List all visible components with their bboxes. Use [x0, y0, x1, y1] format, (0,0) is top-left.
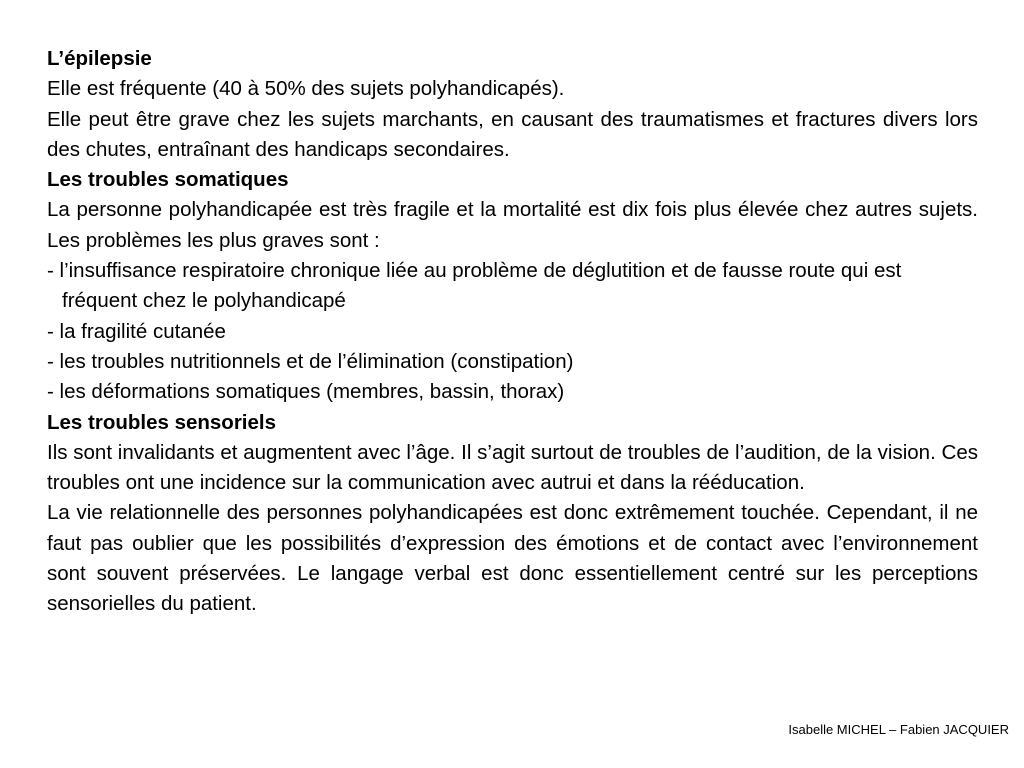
somatic-bullet-nutrition: - les troubles nutritionnels et de l’élimination (constipation) — [47, 349, 574, 373]
slide-content — [47, 44, 978, 620]
somatic-bullet-deformations: - les déformations somatiques (membres, bassin, thorax) — [47, 380, 565, 404]
sensory-paragraph-invalidating: Ils sont invalidants et augmentent avec l’âge. Il s’agit surtout de troubles de l’audition, de la vision. Ces troubles ont une incidence sur la communication avec autrui et dans la rééducation. — [47, 440, 978, 495]
heading-sensory-troubles: Les troubles sensoriels — [47, 410, 277, 434]
somatic-bullet-respiratory: - l’insuffisance respiratoire chronique liée au problème de déglutition et de fausse route qui est fréquent chez le polyhandicapé — [47, 259, 902, 313]
footer-authors: Isabelle MICHEL – Fabien JACQUIER — [788, 722, 1009, 737]
epilepsy-paragraph-frequency: Elle est fréquente (40 à 50% des sujets polyhandicapés). — [47, 77, 565, 101]
epilepsy-paragraph-severity: Elle peut être grave chez les sujets marchants, en causant des traumatismes et fractures divers lors des chutes, entraînant des handicaps secondaires. — [47, 107, 978, 161]
somatic-bullet-skin: - la fragilité cutanée — [47, 319, 226, 343]
sensory-paragraph-relational: La vie relationnelle des personnes polyhandicapées est donc extrêmement touchée. Cependant, il ne faut pas oublier que les possibilités d’expression des émotions et de contact avec l’environnement sont souvent préservées. Le langage verbal est donc essentiellement centré sur les perceptions sensorielles du patient. — [47, 501, 978, 616]
heading-epilepsy: L’épilepsie — [47, 47, 152, 70]
heading-somatic-troubles: Les troubles somatiques — [47, 168, 289, 192]
somatic-intro-paragraph: La personne polyhandicapée est très fragile et la mortalité est dix fois plus élevée chez autres sujets. Les problèmes les plus graves sont : — [47, 198, 978, 252]
